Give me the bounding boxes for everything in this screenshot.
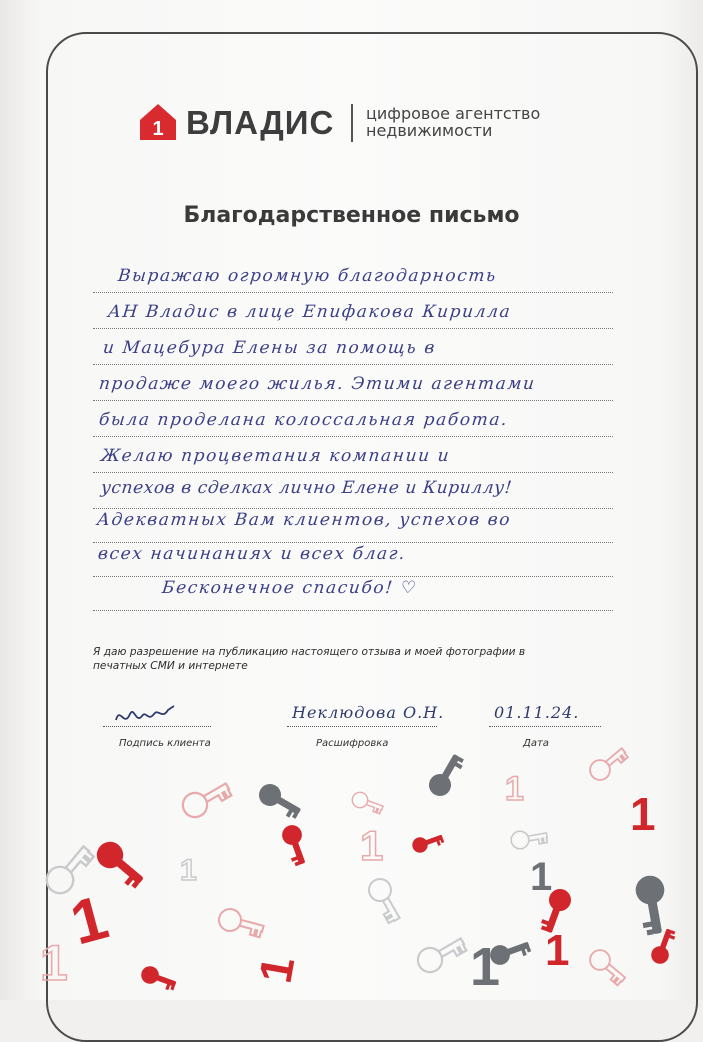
handwritten-line-6: Желаю процветания компании и [99, 446, 452, 466]
handwritten-line-5: была проделана колоссальная работа. [97, 410, 510, 430]
svg-text:1: 1 [360, 822, 384, 869]
decoding-line [287, 724, 437, 727]
number-one-glyphs [40, 770, 656, 997]
handwritten-line-7: успехов в сделках лично Елене и Кириллу! [99, 478, 514, 498]
decoding-label: Расшифровка [316, 738, 389, 749]
svg-text:1: 1 [40, 935, 68, 991]
svg-text:1: 1 [248, 952, 305, 987]
handwritten-line-8: Адекватных Вам клиентов, успехов во [95, 510, 513, 530]
svg-text:1: 1 [152, 118, 164, 140]
tagline-line-1: цифровое агентство [366, 104, 541, 123]
svg-text:1: 1 [470, 937, 501, 997]
handwritten-line-10: Бесконечное спасибо! ♡ [160, 578, 419, 598]
date-label: Дата [523, 738, 549, 749]
handwritten-line-1: Выражаю огромную благодарность [116, 266, 498, 286]
svg-text:1: 1 [505, 770, 524, 808]
signature-line [103, 724, 211, 727]
date-line [489, 724, 601, 727]
handwritten-line-9: всех начинаниях и всех благ. [96, 544, 408, 564]
house-logo-icon [138, 102, 178, 142]
client-signature [110, 702, 180, 735]
svg-text:1: 1 [63, 882, 115, 959]
handwritten-line-2: АН Владис в лице Епифакова Кирилла [106, 302, 513, 322]
signature-label: Подпись клиента [119, 738, 211, 749]
svg-text:1: 1 [180, 854, 197, 887]
svg-text:1: 1 [545, 926, 570, 975]
logo-divider [351, 104, 353, 142]
date-value: 01.11.24. [494, 703, 580, 722]
svg-text:1: 1 [630, 788, 656, 840]
handwritten-line-4: продаже моего жилья. Этими агентами [97, 374, 537, 394]
decorative-keys-pattern [0, 740, 703, 1000]
handwritten-line-3: и Мацебура Елены за помощь в [101, 338, 437, 358]
tagline-line-2: недвижимости [366, 121, 493, 140]
brand-name: ВЛАДИС [186, 104, 335, 141]
page-title: Благодарственное письмо [183, 203, 520, 228]
svg-text:1: 1 [530, 855, 553, 899]
publication-consent: Я даю разрешение на публикацию настоящего отзыва и моей фотографии в печатных СМИ и интернете [93, 646, 526, 672]
brand-tagline [366, 105, 596, 139]
name-decoding: Неклюдова О.Н. [292, 703, 445, 722]
